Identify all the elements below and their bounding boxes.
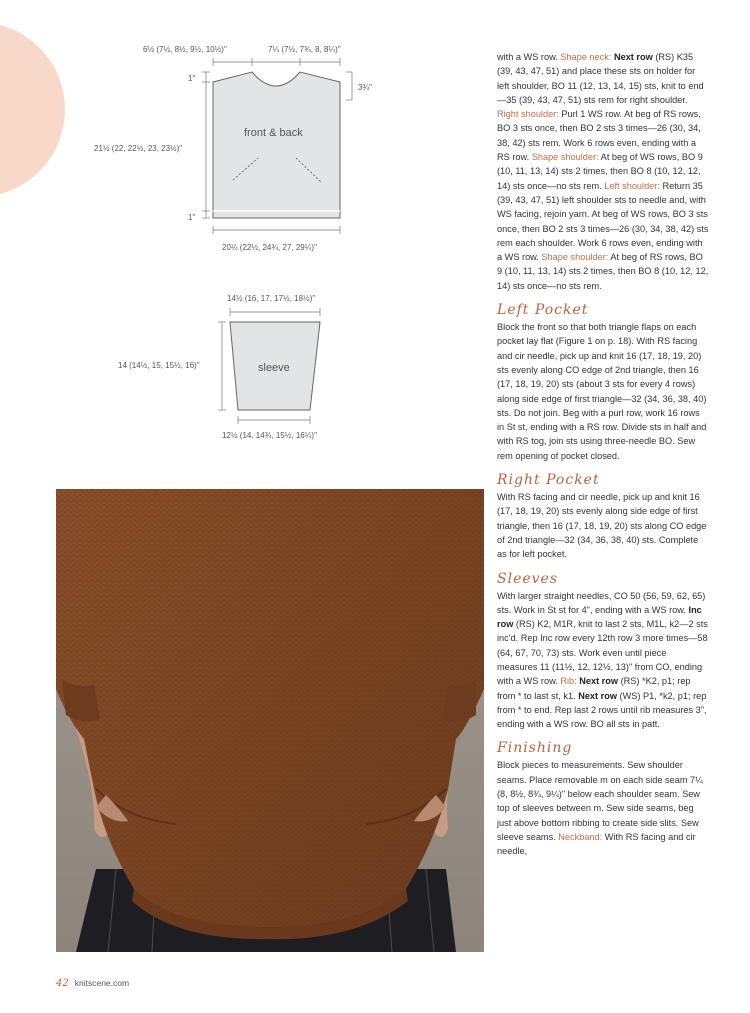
sleeves-text-2: (RS) K2, M1R, knit to last 2 sts, M1L, k2—2 sts inc'd. Rep Inc row every 12th row 3 more times—58 (64, 67, 70, 73) sts. Work even until piece measures 11 (11½, 12, 12½, 13)" from CO, ending with a WS row. <box>497 619 708 687</box>
left-shoulder-label: Left shoulder: <box>604 180 660 191</box>
sleeves-text-1: With larger straight needles, CO 50 (56, 59, 62, 65) sts. Work in St st for 4", ending with a WS row. <box>497 590 706 615</box>
body-top-right-dim: 7¼ (7½, 7¾, 8, 8¼)" <box>268 45 341 54</box>
next-row-label: Next row <box>613 52 653 62</box>
intro-text-3: Purl 1 WS row. At beg of RS rows, BO 3 sts once, then BO 2 sts 3 times—26 (30, 34, 38, 42) sts rem. Work 6 rows even, ending with a RS row. <box>497 109 701 163</box>
sleeve-top-dim: 14½ (16, 17, 17½, 18½)" <box>227 294 316 303</box>
body-piece <box>213 72 340 218</box>
neck-depth-dim: 3¾" <box>358 83 372 92</box>
sleeve-label: sleeve <box>258 362 290 374</box>
right-pocket-text: With RS facing and cir needle, pick up and knit 16 (17, 18, 19, 20) sts evenly along side edge of first triangle, then 16 (17, 18, 19, 20) sts along CO edge of 2nd triangle—32 (34, 36, 38, 40) sts. Complete as for left pocket. <box>497 492 707 560</box>
inc-row-label: Inc row <box>497 604 702 630</box>
finishing-text-2: With RS facing and cir needle, <box>497 831 696 857</box>
intro-text-1: with a WS row. <box>497 52 561 62</box>
sleeves-heading: Sleeves <box>497 570 559 587</box>
body-length-dim: 21½ (22, 22½, 23, 23½)" <box>94 144 183 153</box>
sweater-photo <box>56 489 484 952</box>
shape-shoulder-label-1: Shape shoulder: <box>531 152 599 163</box>
body-top-left-dim: 6½ (7½, 8½, 9½, 10½)" <box>143 45 227 54</box>
rib-label: Rib: <box>560 676 577 687</box>
intro-paragraph <box>497 50 709 293</box>
right-pocket-heading: Right Pocket <box>497 472 600 489</box>
sleeves-paragraph <box>497 589 709 732</box>
body-top-dims <box>213 58 340 66</box>
sleeve-cuff-dim: 12½ (14, 14¾, 15½, 16¼)" <box>222 431 317 440</box>
right-shoulder-label: Right shoulder: <box>497 109 559 120</box>
next-row-rs-label: Next row <box>579 676 619 687</box>
sleeves-text-4: (RS) *K2, p1; rep from * to last st, k1. <box>497 676 691 701</box>
page-number: 42 <box>56 978 69 989</box>
pattern-text-column <box>497 50 709 859</box>
intro-text-2: (RS) K35 (39, 43, 47, 51) and place these sts on holder for left shoulder, BO 11 (12, 13, 14, 15) sts, knit to end—35 (39, 43, 47, 51) sts rem for right shoulder. <box>497 52 704 105</box>
shape-neck-label: Shape neck: <box>560 52 614 62</box>
next-row-ws-label: Next row <box>578 690 617 701</box>
body-top-one-dim: 1" <box>188 74 196 83</box>
left-pocket-text: Block the front so that both triangle flaps on each pocket lay flat (Figure 1 on p. 18). With RS facing and cir needle, pick up and knit 16 (17, 18, 19, 20) sts evenly along CO edge of 2nd triangle, then 16 (17, 18, 19, 20) sts (about 3 sts for every 4 rows) along side edge of first triangle—32 (34, 36, 38, 40) sts. Do not join. Beg with a purl row, work 16 rows in St st, ending with a RS row. Divide sts in half and with RS tog, join sts using three-needle BO. Sew rem opening of pocket closed. <box>497 322 707 461</box>
schematics <box>0 0 480 460</box>
intro-text-4: At beg of WS rows, BO 9 (10, 11, 13, 14) sts 2 times, then BO 8 (10, 12, 12, 14) sts once—no sts rem. <box>497 152 703 191</box>
shape-shoulder-label-2: Shape shoulder: <box>541 252 609 263</box>
body-label: front & back <box>244 127 303 139</box>
sleeves-text-5: (WS) P1, *k2, p1; rep from * to end. Rep last 2 rows until rib measures 3", ending with a WS row. BO all sts in patt. <box>497 690 707 730</box>
finishing-heading: Finishing <box>497 740 573 757</box>
finishing-text-1: Block pieces to measurements. Sew shoulder seams. Place removable m on each side seam 7¼ (8, 8½, 8¾, 9¼)" below each shoulder seam. Sew top of sleeves between m. Sew side seams, beg just above bottom ribbing to create side slits. Sew sleeve seams. <box>497 760 703 842</box>
body-width-dim: 20¼ (22½, 24¾, 27, 29¼)" <box>222 243 317 252</box>
sleeve-length-dim: 14 (14½, 15, 15½, 16)" <box>118 361 200 370</box>
intro-text-6: At beg of RS rows, BO 9 (10, 11, 13, 14) sts 2 times, then BO 8 (10, 12, 12, 14) sts once—no sts rem. <box>497 252 709 291</box>
intro-text-5: Return 35 (39, 43, 47, 51) left shoulder sts to needle and, with WS facing, rejoin yarn. At beg of WS rows, BO 3 sts once, then BO 2 sts 3 times—26 (30, 34, 38, 42) sts rem each shoulder. Work 6 rows even, ending with a WS row. <box>497 180 709 263</box>
neckband-label: Neckband: <box>558 831 603 842</box>
designer-tab-label: Designer <box>16 185 30 248</box>
left-pocket-heading: Left Pocket <box>497 302 589 319</box>
finishing-paragraph <box>497 758 709 858</box>
page-footer <box>56 978 129 989</box>
site-name: knitscene.com <box>74 978 130 988</box>
body-bottom-one-dim: 1" <box>188 213 196 222</box>
